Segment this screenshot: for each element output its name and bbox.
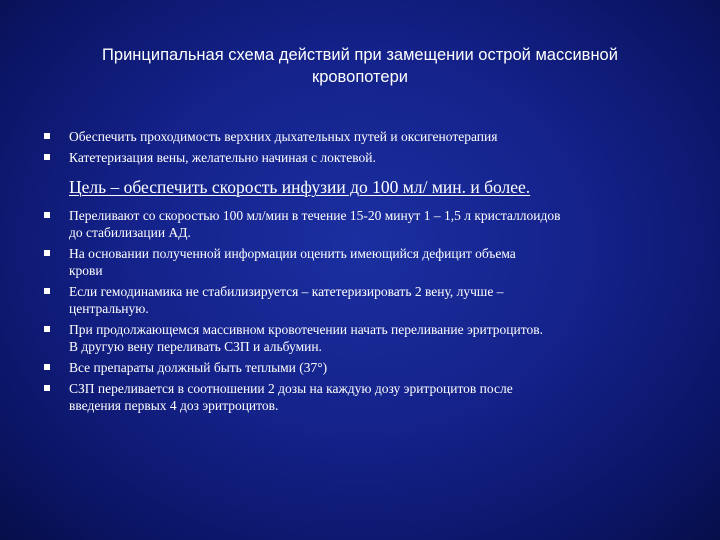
title-line-2: кровопотери: [311, 68, 409, 86]
list-item-line: На основании полученной информации оценить имеющийся дефицит объема: [69, 246, 516, 261]
square-bullet-icon: [44, 250, 50, 256]
title-line-1: Принципальная схема действий при замещении острой массивной: [102, 46, 618, 64]
list-item-line: Все препараты должный быть теплыми (37°): [69, 360, 328, 375]
steps-list: [44, 207, 684, 414]
square-bullet-icon: [44, 288, 50, 294]
goal-statement: Цель – обеспечить скорость инфузии до 100 мл/ мин. и более.: [69, 177, 531, 197]
list-item-text: Катетеризация вены, желательно начиная с локтевой.: [69, 150, 376, 165]
list-item: [44, 245, 684, 279]
list-item: [44, 380, 684, 414]
intro-list: [44, 128, 684, 166]
slide-title: [40, 44, 680, 88]
list-item: [44, 207, 684, 241]
list-item-line: центральную.: [69, 301, 149, 316]
square-bullet-icon: [44, 133, 50, 139]
list-item-line: В другую вену переливать СЗП и альбумин.: [69, 339, 322, 354]
list-item-line: При продолжающемся массивном кровотечении начать переливание эритроцитов.: [69, 322, 543, 337]
list-item: [44, 149, 684, 166]
slide-content: [44, 128, 684, 418]
list-item-text: Обеспечить проходимость верхних дыхательных путей и оксигенотерапия: [69, 129, 498, 144]
square-bullet-icon: [44, 212, 50, 218]
list-item: [44, 359, 684, 376]
list-item-line: СЗП переливается в соотношении 2 дозы на каждую дозу эритроцитов после: [69, 381, 513, 396]
square-bullet-icon: [44, 326, 50, 332]
square-bullet-icon: [44, 154, 50, 160]
list-item: [44, 283, 684, 317]
list-item-line: крови: [69, 263, 103, 278]
list-item-line: Если гемодинамика не стабилизируется – катетеризировать 2 вену, лучше –: [69, 284, 504, 299]
list-item-line: до стабилизации АД.: [69, 225, 191, 240]
square-bullet-icon: [44, 364, 50, 370]
list-item-line: Переливают со скоростью 100 мл/мин в течение 15-20 минут 1 – 1,5 л кристаллоидов: [69, 208, 561, 223]
list-item: [44, 128, 684, 145]
list-item-line: введения первых 4 доз эритроцитов.: [69, 398, 279, 413]
square-bullet-icon: [44, 385, 50, 391]
list-item: [44, 321, 684, 355]
